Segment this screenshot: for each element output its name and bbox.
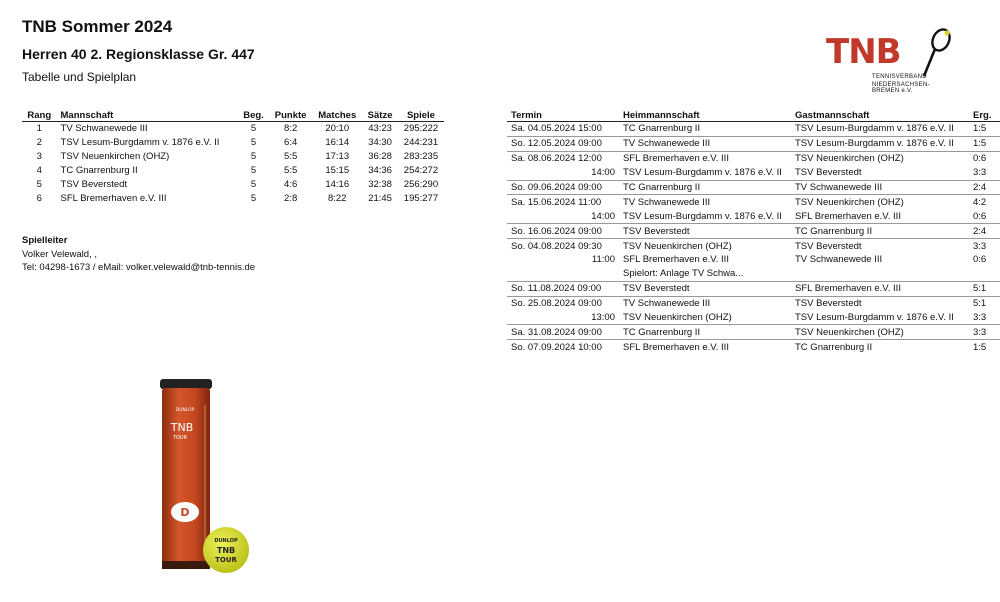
cell-gast: TSV Lesum-Burgdamm v. 1876 e.V. II	[795, 123, 954, 135]
cell-gast: TSV Beverstedt	[795, 167, 862, 179]
cell-saetze: 32:38	[368, 179, 392, 190]
cell-erg: 3:3	[973, 167, 987, 179]
cell-heim: TV Schwanewede III	[619, 195, 791, 209]
cell-gast: TV Schwanewede III	[795, 254, 883, 266]
cell-punkte: 4:6	[284, 179, 298, 190]
schedule-row	[507, 296, 1000, 310]
standings-row	[22, 150, 444, 164]
cell-termin: So. 16.06.2024 09:00	[507, 224, 619, 239]
spielleiter-block	[22, 234, 255, 275]
cell-matches: 17:13	[325, 151, 350, 163]
cell-beg: 5	[250, 123, 257, 135]
cell-erg: 2:4	[969, 224, 1000, 239]
logo-letters: TNB	[826, 32, 901, 72]
cell-heim: TV Schwanewede III	[619, 296, 791, 310]
can-logo: TNB	[170, 421, 194, 434]
cell-heim: TSV Neuenkirchen (OHZ)	[623, 312, 732, 324]
cell-termin: So. 11.08.2024 09:00	[507, 281, 619, 296]
cell-erg: 5:1	[969, 296, 1000, 310]
cell-gast: TV Schwanewede III	[791, 180, 969, 195]
cell-saetze: 34:30	[368, 137, 392, 149]
schedule-row	[507, 325, 1000, 340]
cell-erg: 5:1	[969, 281, 1000, 296]
cell-mannschaft: SFL Bremerhaven e.V. III	[60, 192, 167, 204]
cell-erg: 3:3	[969, 325, 1000, 340]
cell-saetze: 43:23	[368, 123, 392, 135]
cell-termin: So. 12.05.2024 09:00	[507, 136, 619, 151]
cell-heim: TC Gnarrenburg II	[623, 123, 701, 135]
cell-termin: 11:00	[591, 254, 615, 266]
cell-rang: 2	[36, 137, 42, 149]
cell-matches: 14:16	[325, 179, 350, 190]
col-beg: Beg.	[238, 106, 269, 122]
cell-spiele: 295:222	[403, 123, 439, 135]
cell-termin: Sa. 15.06.2024 11:00	[507, 195, 619, 209]
cell-gast: TSV Neuenkirchen (OHZ)	[791, 195, 969, 209]
cell-beg: 5	[250, 137, 257, 149]
cell-gast: SFL Bremerhaven e.V. III	[795, 210, 901, 222]
cell-erg: 0:6	[969, 151, 1000, 165]
logo-line-2: NIEDERSACHSEN-BREMEN e.V.	[872, 82, 930, 94]
col-gast: Gastmannschaft	[791, 106, 969, 122]
cell-erg	[969, 267, 1000, 281]
col-rang: Rang	[22, 106, 57, 122]
col-spiele: Spiele	[398, 106, 444, 122]
cell-erg: 4:2	[969, 195, 1000, 209]
tnb-logo	[824, 28, 954, 94]
cell-mannschaft: TSV Lesum-Burgdamm v. 1876 e.V. II	[60, 137, 220, 149]
standings-row	[22, 191, 444, 205]
cell-heim: SFL Bremerhaven e.V. III	[619, 151, 791, 165]
ball-can-image	[150, 375, 260, 585]
schedule-row	[507, 195, 1000, 209]
cell-mannschaft: TSV Beverstedt	[60, 179, 128, 190]
cell-rang: 6	[36, 192, 42, 204]
logo-line-1: TENNISVERBAND	[872, 74, 927, 80]
cell-punkte: 8:2	[284, 123, 298, 135]
page-title: TNB Sommer 2024	[22, 17, 173, 36]
cell-spiele: 244:231	[403, 137, 439, 149]
cell-spiele: 254:272	[403, 165, 439, 177]
cell-termin: So. 25.08.2024 09:00	[507, 296, 619, 310]
cell-beg: 5	[250, 179, 257, 190]
cell-termin: So. 04.08.2024 09:30	[507, 239, 619, 253]
cell-heim: TSV Beverstedt	[619, 224, 791, 239]
page-subtitle: Tabelle und Spielplan	[22, 70, 137, 84]
schedule-row	[507, 151, 1000, 165]
cell-rang: 5	[36, 179, 42, 190]
schedule-row	[507, 267, 1000, 281]
cell-erg: 3:3	[969, 239, 1000, 253]
cell-erg: 0:6	[973, 254, 987, 266]
cell-spiele: 283:235	[403, 151, 439, 163]
cell-punkte: 5:5	[284, 165, 298, 177]
cell-gast: SFL Bremerhaven e.V. III	[791, 281, 969, 296]
col-mannschaft: Mannschaft	[57, 106, 238, 122]
schedule-row	[507, 239, 1000, 253]
ball-line-1: DUNLOP	[214, 538, 238, 544]
col-punkte: Punkte	[269, 106, 312, 122]
cell-heim: TSV Neuenkirchen (OHZ)	[619, 239, 791, 253]
svg-text:D: D	[180, 506, 190, 519]
cell-mannschaft: TC Gnarrenburg II	[60, 165, 138, 177]
cell-punkte: 6:4	[284, 137, 298, 149]
cell-termin: Sa. 31.08.2024 09:00	[507, 325, 619, 340]
cell-matches: 20:10	[325, 123, 350, 135]
cell-punkte: 2:8	[284, 192, 298, 204]
spielleiter-heading: Spielleiter	[22, 235, 68, 246]
cell-heim: TC Gnarrenburg II	[619, 180, 791, 195]
cell-heim: TV Schwanewede III	[619, 136, 791, 151]
cell-erg: 0:6	[973, 210, 987, 222]
schedule-row	[507, 281, 1000, 296]
cell-heim: Spielort: Anlage TV Schwa...	[623, 268, 744, 280]
schedule-header-row	[507, 106, 1000, 122]
cell-gast: TSV Beverstedt	[791, 296, 969, 310]
schedule-row	[507, 136, 1000, 151]
cell-gast: TSV Neuenkirchen (OHZ)	[791, 151, 969, 165]
standings-row	[22, 164, 444, 178]
cell-beg: 5	[250, 151, 257, 163]
cell-gast: TSV Lesum-Burgdamm v. 1876 e.V. II	[795, 312, 954, 324]
schedule-row	[507, 209, 1000, 223]
cell-rang: 3	[36, 151, 42, 163]
cell-termin: Sa. 04.05.2024 15:00	[511, 123, 602, 135]
cell-saetze: 36:28	[368, 151, 392, 163]
schedule-row	[507, 122, 1000, 137]
col-matches: Matches	[312, 106, 362, 122]
cell-heim: TSV Lesum-Burgdamm v. 1876 e.V. II	[623, 167, 782, 179]
cell-heim: TSV Beverstedt	[619, 281, 791, 296]
schedule-table	[507, 106, 1000, 354]
can-sub: TOUR	[172, 435, 188, 441]
cell-punkte: 5:5	[284, 151, 298, 163]
cell-spiele: 195:277	[403, 192, 439, 204]
standings-row	[22, 136, 444, 150]
cell-matches: 15:15	[325, 165, 350, 177]
schedule-row	[507, 180, 1000, 195]
cell-saetze: 34:36	[368, 165, 392, 177]
cell-erg: 1:5	[969, 340, 1000, 354]
cell-gast: TSV Beverstedt	[791, 239, 969, 253]
cell-gast: TC Gnarrenburg II	[791, 224, 969, 239]
cell-beg: 5	[250, 192, 257, 204]
cell-matches: 8:22	[327, 192, 347, 204]
cell-termin: 13:00	[591, 312, 615, 324]
cell-mannschaft: TSV Neuenkirchen (OHZ)	[60, 151, 170, 163]
cell-gast: TSV Lesum-Burgdamm v. 1876 e.V. II	[791, 136, 969, 151]
cell-termin: Sa. 08.06.2024 12:00	[507, 151, 619, 165]
cell-gast: TC Gnarrenburg II	[791, 340, 969, 354]
cell-heim: SFL Bremerhaven e.V. III	[619, 340, 791, 354]
col-heim: Heimmannschaft	[619, 106, 791, 122]
standings-table	[22, 106, 444, 205]
cell-gast	[791, 267, 969, 281]
ball-line-2: TNB	[216, 546, 236, 555]
schedule-row	[507, 166, 1000, 180]
cell-erg: 1:5	[969, 136, 1000, 151]
standings-header-row	[22, 106, 444, 122]
cell-termin: So. 09.06.2024 09:00	[507, 180, 619, 195]
standings-row	[22, 178, 444, 192]
cell-erg: 1:5	[973, 123, 987, 135]
ball-line-3: TOUR	[215, 556, 237, 564]
cell-mannschaft: TV Schwanewede III	[60, 123, 148, 135]
cell-rang: 4	[36, 165, 42, 177]
cell-saetze: 21:45	[368, 192, 392, 204]
league-title: Herren 40 2. Regionsklasse Gr. 447	[22, 46, 255, 62]
ball-can-illustration	[150, 375, 260, 585]
cell-heim: SFL Bremerhaven e.V. III	[623, 254, 729, 266]
schedule-row	[507, 311, 1000, 325]
schedule-row	[507, 224, 1000, 239]
schedule-row	[507, 340, 1000, 354]
cell-rang: 1	[36, 123, 42, 135]
cell-beg: 5	[250, 165, 257, 177]
cell-heim: TC Gnarrenburg II	[619, 325, 791, 340]
spielleiter-contact: Tel: 04298-1673 / eMail: volker.velewald@tnb-tennis.de	[22, 262, 256, 273]
cell-termin: 14:00	[591, 167, 615, 179]
cell-erg: 3:3	[973, 312, 987, 324]
cell-matches: 16:14	[325, 137, 350, 149]
cell-gast: TSV Neuenkirchen (OHZ)	[791, 325, 969, 340]
cell-termin: So. 07.09.2024 10:00	[507, 340, 619, 354]
col-saetze: Sätze	[362, 106, 398, 122]
cell-termin: 14:00	[591, 210, 615, 222]
cell-termin	[507, 267, 619, 281]
col-termin: Termin	[507, 106, 619, 122]
spielleiter-name: Volker Velewald, ,	[22, 248, 97, 260]
racket-icon	[922, 28, 954, 80]
schedule-row	[507, 253, 1000, 267]
cell-spiele: 256:290	[403, 179, 439, 190]
can-brand: DUNLOP	[175, 408, 195, 413]
cell-heim: TSV Lesum-Burgdamm v. 1876 e.V. II	[623, 210, 782, 222]
col-erg: Erg.	[969, 106, 1000, 122]
standings-row	[22, 122, 444, 136]
cell-erg: 2:4	[969, 180, 1000, 195]
